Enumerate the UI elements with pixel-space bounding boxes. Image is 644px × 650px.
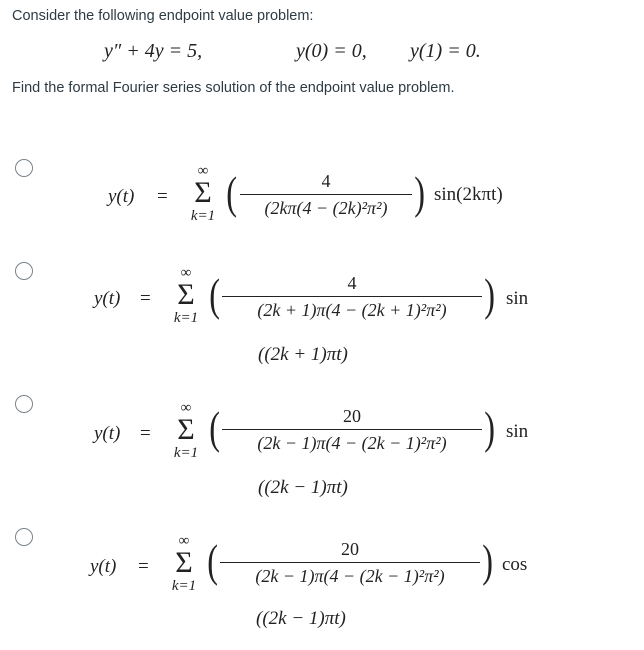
sigma-icon: Σ	[175, 546, 193, 579]
right-paren-icon: )	[484, 269, 496, 320]
radio-button-option-2[interactable]	[15, 262, 33, 280]
equals-sign: =	[140, 288, 151, 309]
function-argument: ((2k − 1)πt)	[258, 477, 348, 498]
summation	[164, 534, 204, 594]
right-paren-icon: )	[482, 535, 494, 586]
boundary-condition-1: y(0) = 0,	[296, 40, 367, 62]
radio-button-option-1[interactable]	[15, 159, 33, 177]
fraction-numerator: 20	[341, 539, 359, 559]
left-paren-icon: (	[209, 269, 221, 320]
question-prompt: Consider the following endpoint value problem:	[12, 8, 314, 24]
equals-sign: =	[140, 423, 151, 444]
fraction-bar	[222, 429, 482, 430]
function-argument: ((2k + 1)πt)	[258, 344, 348, 365]
equals-sign: =	[157, 186, 168, 207]
sigma-icon: Σ	[177, 413, 195, 446]
left-paren-icon: (	[207, 535, 219, 586]
sum-upper-limit: ∞	[178, 533, 190, 549]
radio-button-option-3[interactable]	[15, 395, 33, 413]
summation	[166, 401, 206, 461]
fraction-denominator: (2kπ(4 − (2k)²π²)	[264, 198, 388, 218]
sum-lower-limit: k=1	[173, 310, 199, 326]
fraction-bar	[222, 296, 482, 297]
fraction-denominator: (2k − 1)π(4 − (2k − 1)²π²)	[255, 566, 445, 586]
summation	[183, 164, 223, 224]
sum-lower-limit: k=1	[173, 445, 199, 461]
left-paren-icon: (	[209, 402, 221, 453]
sum-lower-limit: k=1	[190, 208, 216, 224]
function-argument: ((2k − 1)πt)	[256, 608, 346, 629]
trailing-function: cos	[502, 554, 528, 575]
trailing-function: sin	[506, 421, 529, 442]
trailing-function: sin	[506, 288, 529, 309]
boundary-condition-2: y(1) = 0.	[410, 40, 481, 62]
lhs-y-of-t: y(t)	[94, 423, 121, 444]
lhs-y-of-t: y(t)	[94, 288, 121, 309]
lhs-y-of-t: y(t)	[108, 186, 135, 207]
lhs-y-of-t: y(t)	[90, 556, 117, 577]
fraction-numerator: 4	[321, 171, 331, 191]
fraction-numerator: 20	[343, 406, 361, 426]
radio-button-option-4[interactable]	[15, 528, 33, 546]
fraction-denominator: (2k − 1)π(4 − (2k − 1)²π²)	[257, 433, 447, 453]
equals-sign: =	[138, 556, 149, 577]
summation	[166, 266, 206, 326]
sigma-icon: Σ	[177, 278, 195, 311]
fraction-bar	[240, 194, 412, 195]
sum-upper-limit: ∞	[180, 400, 192, 416]
fraction-denominator: (2k + 1)π(4 − (2k + 1)²π²)	[257, 300, 447, 320]
sum-lower-limit: k=1	[171, 578, 197, 594]
ode-equation: y″ + 4y = 5,	[104, 40, 203, 62]
fraction-bar	[220, 562, 480, 563]
fraction-numerator: 4	[347, 273, 357, 293]
question-instruction: Find the formal Fourier series solution of the endpoint value problem.	[12, 80, 455, 96]
sum-upper-limit: ∞	[197, 163, 209, 179]
trailing-function: sin(2kπt)	[434, 184, 503, 205]
sum-upper-limit: ∞	[180, 265, 192, 281]
right-paren-icon: )	[414, 167, 426, 218]
fraction	[222, 272, 482, 321]
fraction	[222, 405, 482, 454]
sigma-icon: Σ	[194, 176, 212, 209]
right-paren-icon: )	[484, 402, 496, 453]
fraction	[240, 170, 412, 219]
left-paren-icon: (	[226, 167, 238, 218]
fraction	[220, 538, 480, 587]
